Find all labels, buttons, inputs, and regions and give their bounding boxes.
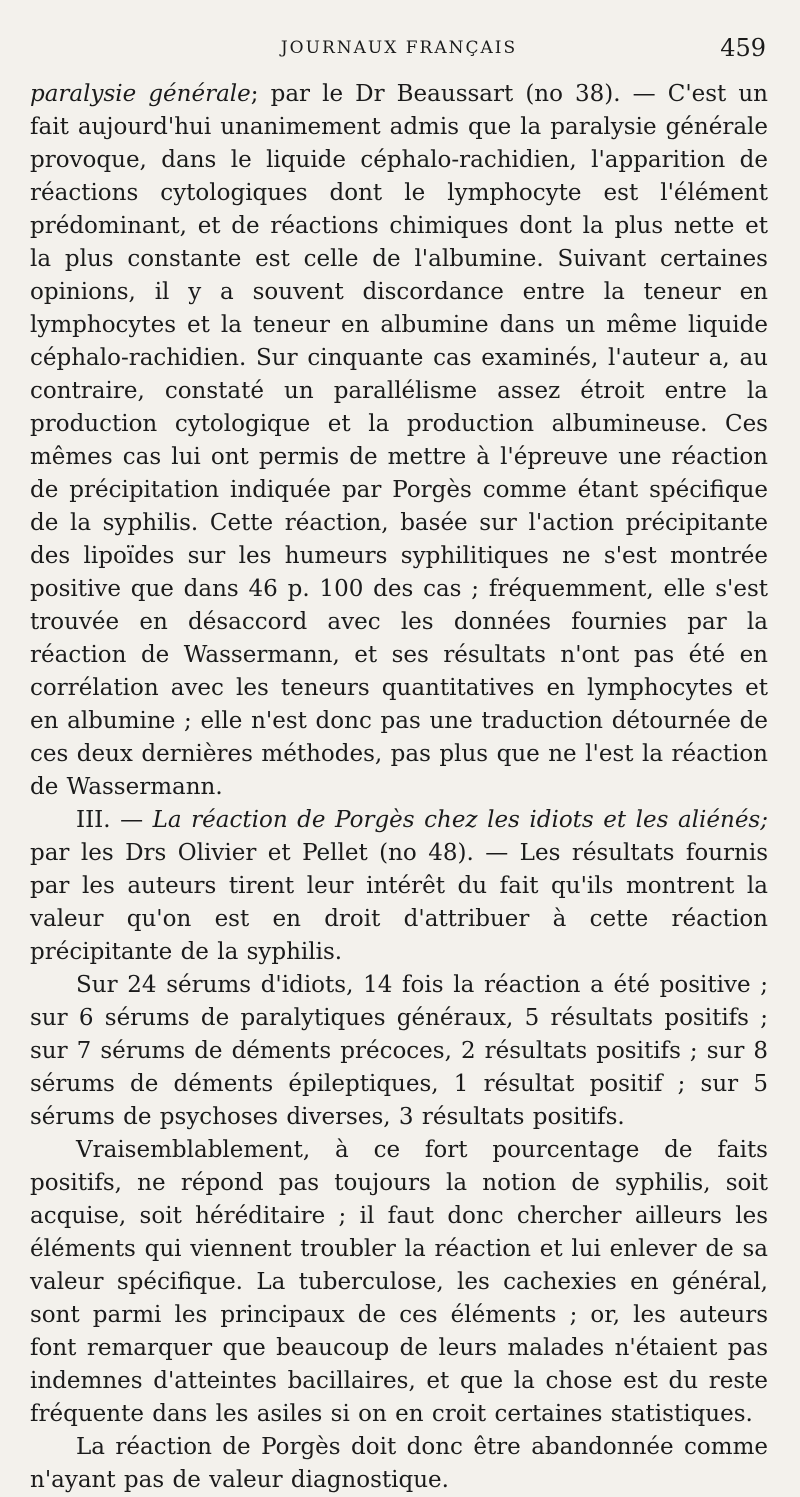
section-number: III. —	[76, 807, 153, 833]
article-body	[30, 78, 768, 1497]
paragraph-conclusion: La réaction de Porgès doit donc être abandonnée comme n'ayant pas de valeur diagnostique.	[30, 1434, 768, 1493]
running-title: JOURNAUX FRANÇAIS	[280, 38, 518, 58]
paragraph-paralysie	[30, 78, 768, 804]
section-heading-iii	[30, 804, 768, 969]
paragraph-discussion: Vraisemblablement, à ce fort pourcentage de faits positifs, ne répond pas toujours la notion de syphilis, soit acquise, soit héréditaire ; il faut donc chercher ailleurs les éléments qui viennent troubler la réaction et lui enlever de sa valeur spécifique. La tuberculose, les cachexies en général, sont parmi les principaux de ces éléments ; or, les auteurs font remarquer que beaucoup de leurs malades n'étaient pas indemnes d'atteintes bacillaires, et que la chose est du reste fréquente dans les asiles si on en croit certaines statistiques.	[30, 1137, 768, 1427]
paper-title: paralysie générale	[30, 81, 251, 107]
paragraph-text: ; par le Dr Beaussart (no 38). — C'est un fait aujourd'hui unanimement admis que la paralysie générale provoque, dans le liquide céphalo-rachidien, l'apparition de réactions cytologiques dont le lymphocyte est l'élément prédominant, et de réactions chimiques dont la plus nette et la plus constante est celle de l'albumine. Suivant certaines opinions, il y a souvent discordance entre la teneur en lymphocytes et la teneur en albumine dans un même liquide céphalo-rachidien. Sur cinquante cas examinés, l'auteur a, au contraire, constaté un parallélisme assez étroit entre la production cytologique et la production albumineuse. Ces mêmes cas lui ont permis de mettre à l'épreuve une réaction de précipitation indiquée par Porgès comme étant spécifique de la syphilis. Cette réaction, basée sur l'action précipitante des lipoïdes sur les humeurs syphilitiques ne s'est montrée positive que dans 46 p. 100 des cas ; fréquemment, elle s'est trouvée en désaccord avec les données fournies par la réaction de Wassermann, et ses résultats n'ont pas été en corrélation avec les teneurs quantitatives en lymphocytes et en albumine ; elle n'est donc pas une traduction détournée de ces deux dernières méthodes, pas plus que ne l'est la réaction de Wassermann.	[30, 81, 768, 800]
section-text: par les Drs Olivier et Pellet (no 48). — Les résultats fournis par les auteurs tirent leur intérêt du fait qu'ils montrent la valeur qu'on est en droit d'attribuer à cette réaction précipitante de la syphilis.	[30, 840, 768, 965]
section-title: La réaction de Porgès chez les idiots et les aliénés;	[152, 807, 768, 833]
page-number: 459	[720, 34, 766, 62]
page-header	[30, 34, 768, 64]
paragraph-results: Sur 24 sérums d'idiots, 14 fois la réaction a été positive ; sur 6 sérums de paralytiques généraux, 5 résultats positifs ; sur 7 sérums de déments précoces, 2 résultats positifs ; sur 8 sérums de déments épileptiques, 1 résultat positif ; sur 5 sérums de psychoses diverses, 3 résultats positifs.	[30, 972, 768, 1130]
